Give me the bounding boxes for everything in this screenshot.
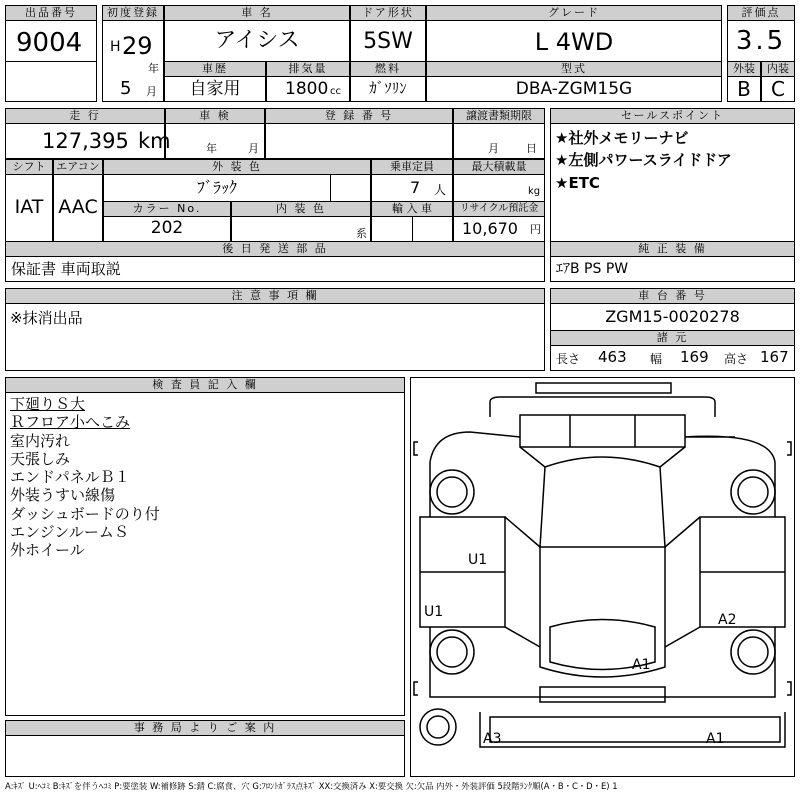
remark-item: 下廻りＳ大	[10, 395, 86, 413]
car-name-header: 車 名	[164, 5, 350, 21]
remark-item: Ｒフロア小へこみ	[10, 413, 131, 432]
lot-no-header: 出品番号	[5, 5, 97, 21]
year-value: 29	[122, 32, 153, 60]
import-box-b	[412, 216, 453, 242]
remarks-list	[10, 395, 160, 560]
genuine-header: 純 正 装 備	[550, 241, 795, 257]
year-unit: 年	[148, 62, 159, 75]
remark-item: 外装うすい線傷	[10, 486, 116, 505]
aircon-value: AAC	[58, 196, 98, 218]
sales-point: ★左側パワースライドドア	[555, 151, 732, 169]
remark-item: エンジンルームＳ	[10, 523, 129, 542]
interior-value: C	[771, 77, 785, 101]
width-label: 幅	[650, 352, 663, 366]
displacement-value: 1800	[285, 79, 329, 99]
damage-mark-a2: A2	[718, 612, 737, 628]
transfer-day: 日	[526, 142, 537, 155]
sales-point: ★社外メモリーナビ	[555, 129, 689, 147]
ext-color-header: 外 装 色	[103, 159, 371, 175]
max-load-unit: kg	[528, 186, 541, 197]
import-header: 輸 入 車	[371, 201, 453, 217]
remark-item: 外ホイール	[10, 541, 85, 560]
interior-header: 内装	[761, 61, 795, 77]
capacity-unit: 人	[434, 183, 447, 197]
door-header: ドア形状	[350, 5, 426, 21]
remark-item: ダッシュボードのり付	[10, 504, 160, 523]
office-box	[5, 735, 405, 777]
recycle-header: リサイクル預託金	[453, 201, 545, 217]
caution-header: 注 意 事 項 欄	[5, 288, 545, 304]
later-parts-header: 後 日 発 送 部 品	[5, 241, 545, 257]
car-name-value: アイシス	[214, 28, 300, 53]
month-value: 5	[120, 78, 132, 99]
transfer-header: 譲渡書類期限	[453, 108, 545, 124]
genuine-value: ｴｱB PS PW	[556, 261, 629, 277]
inspection-month: 月	[248, 142, 259, 155]
car-diagram	[410, 377, 795, 777]
lot-no-blank	[5, 61, 97, 102]
month-unit: 月	[146, 85, 157, 98]
capacity-value: 7	[410, 178, 421, 197]
recycle-value: 10,670	[462, 219, 518, 238]
mileage-header: 走 行	[5, 108, 165, 124]
fuel-value: ｶﾞｿﾘﾝ	[369, 79, 407, 97]
max-load-header: 最大積載量	[453, 159, 545, 175]
height-label: 高さ	[724, 352, 749, 366]
mileage-value: 127,395	[42, 129, 129, 153]
int-color-box	[231, 216, 371, 242]
model-value: DBA-ZGM15G	[515, 79, 633, 99]
caution-box	[5, 303, 545, 371]
mileage-unit: km	[138, 129, 171, 153]
damage-mark-a1-bottom: A1	[706, 731, 725, 747]
import-box-a	[371, 216, 413, 242]
ext-color-value: ﾌﾞﾗｯｸ	[196, 178, 237, 197]
damage-mark-a1-center: A1	[632, 657, 651, 673]
office-header: 事 務 局 よ り ご 案 内	[5, 720, 405, 736]
remark-item: エンドパネルＢ１	[10, 468, 130, 487]
exterior-value: B	[737, 77, 751, 101]
first-reg-header: 初度登録	[102, 5, 164, 21]
aircon-header: エアコン	[53, 159, 103, 175]
ext-color-sub-box	[330, 174, 371, 202]
length-label: 長さ	[556, 352, 581, 366]
era-value: H	[110, 39, 121, 55]
door-value: 5SW	[363, 29, 413, 54]
damage-mark-u1-upper: U1	[468, 552, 488, 568]
chassis-header: 車 台 番 号	[550, 288, 795, 304]
reg-no-header: 登 録 番 号	[265, 108, 453, 124]
shift-value: IAT	[14, 196, 44, 218]
chassis-value: ZGM15-0020278	[605, 307, 740, 326]
color-no-header: カラー No.	[103, 201, 231, 217]
dimensions-header: 諸 元	[550, 330, 795, 346]
int-color-header: 内 装 色	[231, 201, 371, 217]
model-header: 型式	[426, 61, 722, 77]
reg-no-box	[265, 123, 453, 159]
later-parts-value: 保証書 車両取説	[11, 260, 121, 278]
capacity-header: 乗車定員	[371, 159, 453, 175]
score-value: 3.5	[735, 26, 787, 56]
grade-value: L 4WD	[534, 28, 614, 56]
inspection-header: 車 検	[165, 108, 265, 124]
displacement-header: 排気量	[266, 61, 350, 77]
history-value: 自家用	[189, 79, 241, 99]
sales-point: ★ETC	[555, 174, 600, 192]
damage-mark-u1-lower: U1	[424, 604, 444, 620]
fuel-header: 燃料	[350, 61, 426, 77]
inspection-year: 年	[206, 142, 217, 155]
width-value: 169	[680, 348, 709, 366]
shift-header: シフト	[5, 159, 53, 175]
color-no-value: 202	[150, 218, 184, 238]
int-color-unit: 系	[356, 227, 367, 240]
lot-no-value: 9004	[16, 28, 83, 58]
length-value: 463	[598, 348, 627, 366]
score-header: 評価点	[727, 5, 795, 21]
remark-item: 室内汚れ	[10, 431, 71, 450]
recycle-unit: 円	[530, 223, 541, 236]
inspector-header: 検 査 員 記 入 欄	[5, 377, 405, 393]
grade-header: グレード	[426, 5, 722, 21]
sales-points-header: セールスポイント	[550, 108, 795, 124]
history-header: 車歴	[164, 61, 266, 77]
dimensions-box	[550, 345, 795, 371]
legend-text: A:ｷｽﾞ U:ﾍｺﾐ B:ｷｽﾞを伴うﾍｺﾐ P:要塗装 W:補修跡 S:錆 C:腐食、穴 G:ﾌﾛﾝﾄｶﾞﾗｽ点ｷｽﾞ XX:交換済み X:要交換 欠:欠品 内外・外装評価 5段階ﾗﾝｸ順(A・B・C・D・E) 1	[5, 782, 618, 791]
exterior-header: 外装	[727, 61, 761, 77]
damage-mark-a3: A3	[483, 731, 502, 747]
caution-value: ※抹消出品	[10, 309, 83, 327]
displacement-unit: cc	[330, 86, 341, 97]
transfer-month: 月	[488, 142, 499, 155]
height-value: 167	[760, 348, 789, 366]
remark-item: 天張しみ	[10, 449, 71, 468]
